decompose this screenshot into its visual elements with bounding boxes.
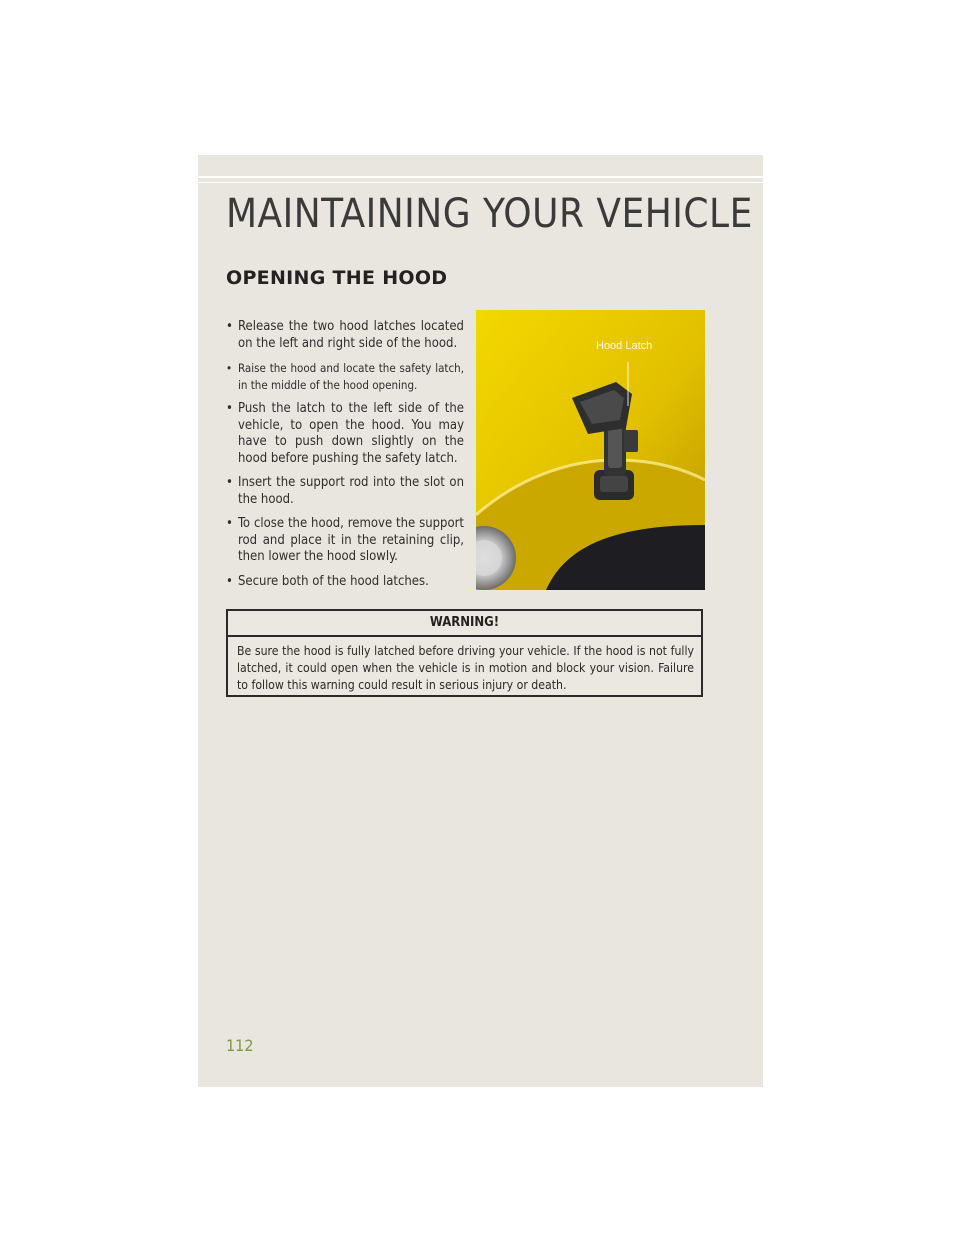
header-rule-thin	[198, 182, 763, 183]
list-item: • Insert the support rod into the slot on the hood.	[226, 475, 464, 507]
list-item: • Raise the hood and locate the safety latch, in the middle of the hood opening.	[226, 361, 464, 392]
list-item: • Release the two hood latches located on the left and right side of the hood.	[226, 319, 464, 351]
warning-title: WARNING!	[228, 611, 701, 637]
header-rule	[198, 176, 763, 178]
image-callout-label: Hood Latch	[596, 340, 653, 352]
warning-text: Be sure the hood is fully latched before driving your vehicle. If the hood is not fully latched, it could open when the vehicle is in motion and block your vision. Failure to follow this warning could result in serious injury or death.	[237, 644, 694, 692]
hood-latch-illustration	[476, 310, 705, 590]
hood-latch-photo	[476, 310, 705, 590]
topic-heading: OPENING THE HOOD	[226, 267, 448, 289]
list-item: • Secure both of the hood latches.	[226, 573, 429, 589]
page-number: 112	[226, 1036, 254, 1055]
list-item: • Push the latch to the left side of the vehicle, to open the hood. You may have to push down slightly on the hood before pushing the safety latch.	[226, 401, 464, 466]
list-item: • To close the hood, remove the support rod and place it in the retaining clip, then lower the hood slowly.	[226, 516, 464, 564]
instruction-list	[226, 319, 464, 598]
manual-page	[198, 155, 763, 1087]
section-title: MAINTAINING YOUR VEHICLE	[226, 191, 753, 237]
warning-box	[226, 609, 703, 697]
